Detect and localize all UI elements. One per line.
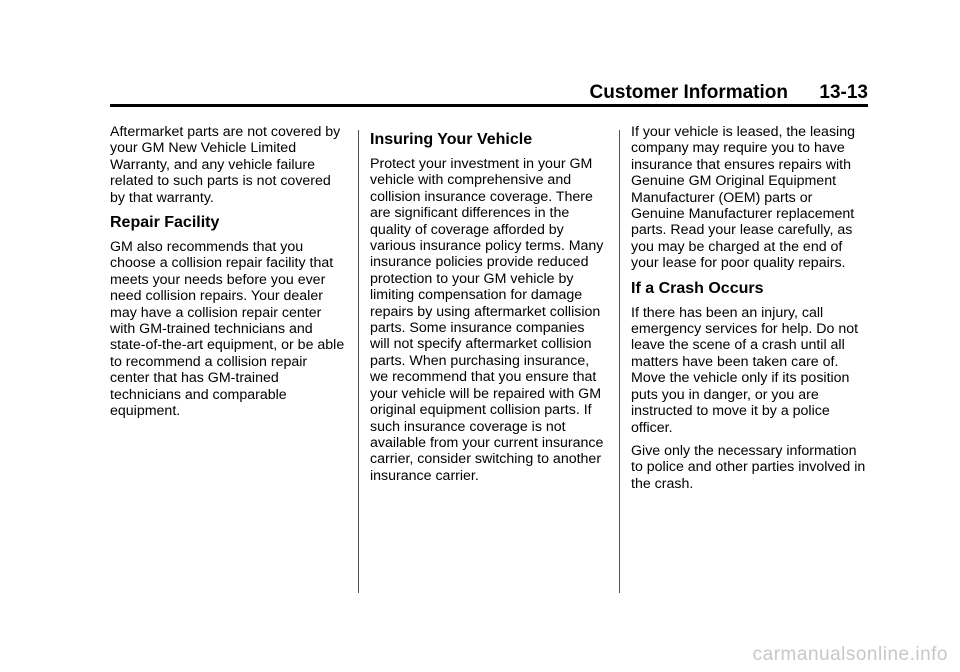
header-rule: [110, 104, 868, 107]
page-header: [110, 80, 868, 106]
repair-facility-heading: Repair Facility: [110, 214, 220, 232]
column-left: [110, 124, 346, 427]
column-middle: [370, 130, 606, 491]
aftermarket-parts-paragraph: Aftermarket parts are not covered by your GM New Vehicle Limited Warranty, and any vehicle failure related to such parts is not covered by that warranty.: [110, 124, 341, 206]
page-number: 13-13: [819, 82, 868, 103]
site-watermark: carmanualsonline.info: [752, 644, 948, 665]
column-right: [631, 124, 867, 499]
crash-injury-paragraph: If there has been an injury, call emergency services for help. Do not leave the scene of a crash until all matters have been taken care of. Move the vehicle only if its position puts you in danger, or you are instructed to move it by a police officer.: [631, 304, 859, 436]
crash-occurs-heading: If a Crash Occurs: [631, 279, 764, 297]
section-title: Customer Information: [589, 82, 788, 103]
insuring-vehicle-heading: Insuring Your Vehicle: [370, 131, 533, 148]
column-divider-1: [358, 130, 359, 593]
insuring-vehicle-paragraph: Protect your investment in your GM vehicle with comprehensive and collision insurance coverage. There are significant differences in the quality of coverage afforded by various insurance policy terms. Many insurance policies provide reduced protection to your GM vehicle by limiting compensation for damage repairs by using aftermarket collision parts. Some insurance companies will not specify aftermarket collision parts. When purchasing insurance, we recommend that you ensure that your vehicle will be repaired with GM original equipment collision parts. If such insurance coverage is not available from your current insurance carrier, consider switching to another insurance carrier.: [370, 156, 604, 484]
repair-facility-paragraph: GM also recommends that you choose a collision repair facility that meets your needs before you ever need collision repairs. Your dealer may have a collision repair center with GM-trained technicians and state-of-the-art equipment, or be able to recommend a collision repair center that has GM-trained technicians and comparable equipment.: [110, 239, 345, 420]
column-divider-2: [619, 130, 620, 593]
crash-information-paragraph: Give only the necessary information to police and other parties involved in the crash.: [631, 442, 866, 492]
leased-vehicle-paragraph: If your vehicle is leased, the leasing company may require you to have insurance that ensures repairs with Genuine GM Original Equipment Manufacturer (OEM) parts or Genuine Manufacturer replacement parts. Read your lease carefully, as you may be charged at the end of your lease for poor quality repairs.: [631, 124, 855, 272]
